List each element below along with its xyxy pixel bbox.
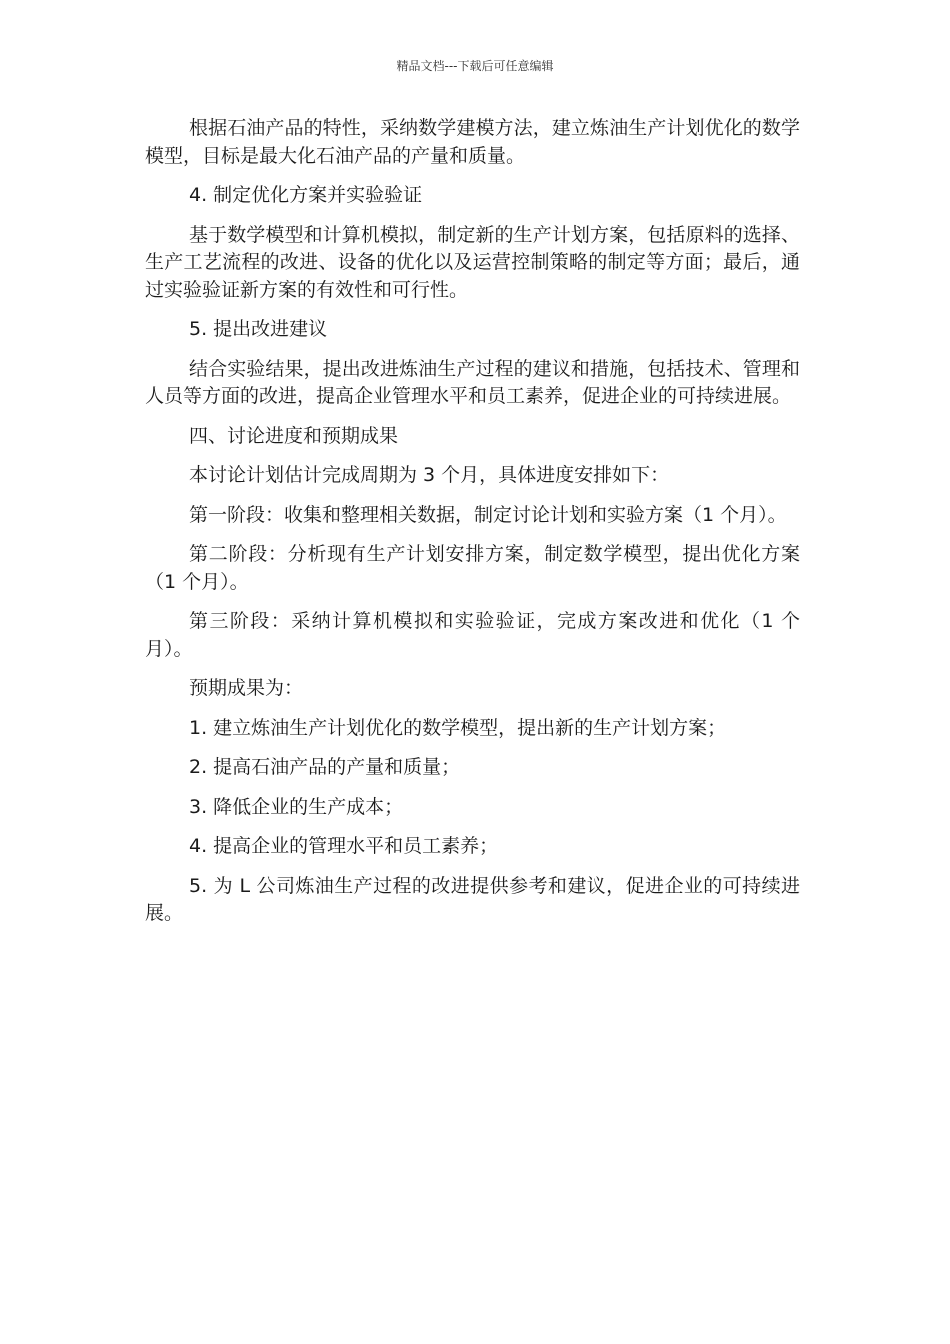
result-item-4: 4. 提高企业的管理水平和员工素养； <box>189 835 499 857</box>
result-item-3: 3. 降低企业的生产成本； <box>189 795 404 818</box>
paragraph-phase-2: 第二阶段：分析现有生产计划安排方案，制定数学模型，提出优化方案（1 个月）。 <box>145 543 800 593</box>
document-body <box>145 115 800 940</box>
heading-step-5: 5. 提出改进建议 <box>189 318 328 340</box>
paragraph-step-4: 基于数学模型和计算机模拟，制定新的生产计划方案，包括原料的选择、生产工艺流程的改进、设备的优化以及运营控制策略的制定等方面；最后，通过实验验证新方案的有效性和可行性。 <box>145 223 800 301</box>
result-item-2: 2. 提高石油产品的产量和质量； <box>189 756 461 778</box>
heading-step-4: 4. 制定优化方案并实验验证 <box>189 184 423 206</box>
result-item-5: 5. 为 L 公司炼油生产过程的改进提供参考和建议，促进企业的可持续进展。 <box>145 874 800 924</box>
paragraph-phase-3: 第三阶段：采纳计算机模拟和实验验证，完成方案改进和优化（1 个月）。 <box>145 610 800 660</box>
section-heading-progress: 四、讨论进度和预期成果 <box>189 424 399 447</box>
paragraph-schedule-intro: 本讨论计划估计完成周期为 3 个月，具体进度安排如下： <box>189 464 670 486</box>
paragraph-results-intro: 预期成果为： <box>189 677 304 699</box>
page-header: 精品文档---下载后可任意编辑 <box>396 59 554 73</box>
result-item-1: 1. 建立炼油生产计划优化的数学模型，提出新的生产计划方案； <box>189 716 727 739</box>
paragraph-phase-1: 第一阶段：收集和整理相关数据，制定讨论计划和实验方案（1 个月）。 <box>189 503 787 526</box>
paragraph-model-intro: 根据石油产品的特性，采纳数学建模方法，建立炼油生产计划优化的数学模型，目标是最大化石油产品的产量和质量。 <box>145 117 800 167</box>
paragraph-step-5: 结合实验结果，提出改进炼油生产过程的建议和措施，包括技术、管理和人员等方面的改进，提高企业管理水平和员工素养，促进企业的可持续进展。 <box>145 357 800 407</box>
